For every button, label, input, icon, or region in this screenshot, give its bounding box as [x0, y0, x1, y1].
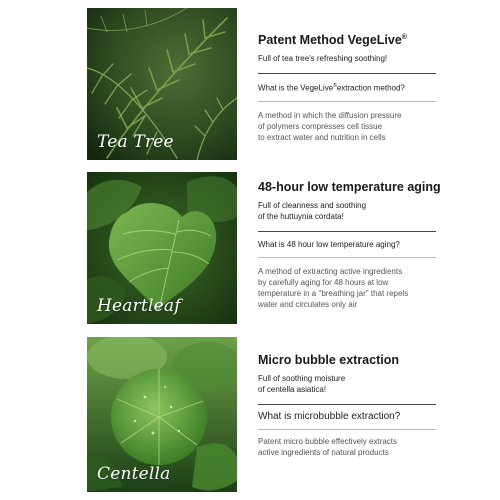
divider: [258, 257, 436, 258]
centella-title: Micro bubble extraction: [258, 353, 399, 367]
centella-subtitle: Full of soothing moisture of centella asiatica!: [258, 374, 346, 394]
heartleaf-subtitle: Full of cleanness and soothing of the huttuynia cordata!: [258, 201, 367, 221]
centella-text: [258, 337, 443, 458]
section-heartleaf: [0, 172, 500, 324]
centella-question: What is microbubble extraction?: [258, 411, 401, 422]
divider: [258, 101, 436, 102]
centella-image: [87, 337, 237, 492]
heartleaf-caption: Heartleaf: [97, 296, 181, 316]
section-centella: [0, 337, 500, 492]
divider: [258, 429, 436, 430]
tea-tree-image: [87, 8, 237, 160]
divider: [258, 404, 436, 405]
divider: [258, 73, 436, 74]
heartleaf-image: [87, 172, 237, 324]
tea-tree-question: What is the VegeLive®extraction method?: [258, 83, 405, 93]
tea-tree-subtitle: Full of tea tree's refreshing soothing!: [258, 54, 388, 64]
heartleaf-answer: A method of extracting active ingredients by carefully aging for 48 hours at low temperature in a "breathing jar" that repels water and circulates only air: [258, 267, 409, 309]
heartleaf-question: What is 48 hour low temperature aging?: [258, 240, 400, 249]
heartleaf-text: [258, 172, 443, 310]
tea-tree-answer: A method in which the diffusion pressure of polymers compresses cell tissue to extract water and nutrition in cells: [258, 110, 402, 142]
centella-caption: Centella: [97, 464, 171, 484]
divider: [258, 231, 436, 232]
heartleaf-title: 48-hour low temperature aging: [258, 180, 441, 194]
tea-tree-title: Patent Method VegeLive®: [258, 33, 407, 48]
tea-tree-caption: Tea Tree: [97, 132, 174, 152]
tea-tree-text: [258, 8, 443, 143]
section-tea-tree: [0, 8, 500, 160]
centella-answer: Patent micro bubble effectively extracts active ingredients of natural products: [258, 437, 398, 457]
